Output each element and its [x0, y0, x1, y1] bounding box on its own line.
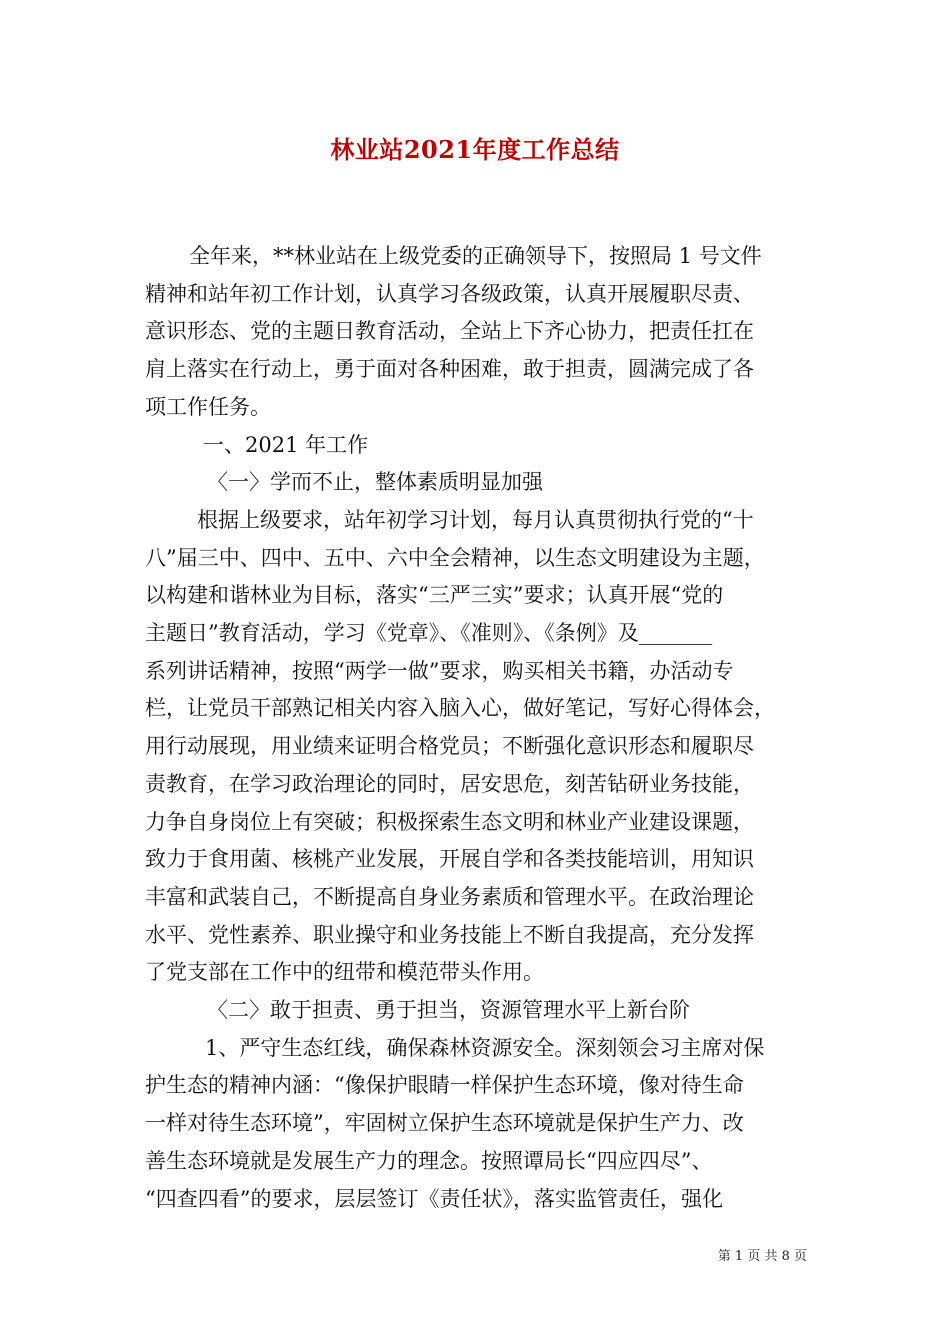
paragraph-line: 八”届三中、四中、五中、六中全会精神，以生态文明建设为主题，: [145, 545, 765, 570]
paragraph-line: 力争自身岗位上有突破；积极探索生态文明和林业产业建设课题，: [145, 809, 754, 834]
subsection-heading: 〈一〉学而不止，整体素质明显加强: [207, 470, 543, 495]
paragraph-line: 肩上落实在行动上，勇于面对各种困难，敢于担责，圆满完成了各: [145, 357, 754, 382]
paragraph-line: 意识形态、党的主题日教育活动，全站上下齐心协力，把责任扛在: [145, 319, 754, 344]
paragraph-line: 以构建和谐林业为目标，落实“三严三实”要求；认真开展“党的: [145, 583, 724, 608]
paragraph-line: 水平、党性素养、职业操守和业务技能上不断自我提高，充分发挥: [145, 922, 754, 947]
paragraph-line: 丰富和武装自己，不断提高自身业务素质和管理水平。在政治理论: [145, 884, 754, 909]
paragraph-line: 精神和站年初工作计划，认真学习各级政策，认真开展履职尽责、: [145, 281, 754, 306]
page-title: 林业站2021年度工作总结: [330, 135, 620, 164]
paragraph-line: 责教育，在学习政治理论的同时，居安思危，刻苦钻研业务技能，: [145, 771, 754, 796]
subsection-heading: 〈二〉敢于担责、勇于担当，资源管理水平上新台阶: [207, 998, 690, 1023]
paragraph-line: 一样对待生态环境”，牢固树立保护生态环境就是保护生产力、改: [145, 1111, 744, 1136]
paragraph-line: 善生态环境就是发展生产力的理念。按照谭局长“四应四尽”、: [145, 1148, 713, 1173]
section-heading: 一、2021 年工作: [203, 432, 369, 457]
paragraph-line: 根据上级要求，站年初学习计划，每月认真贯彻执行党的“十: [197, 507, 754, 532]
paragraph-line: 栏，让党员干部熟记相关内容入脑入心，做好笔记，写好心得体会，: [145, 696, 775, 721]
paragraph-line: 1、严守生态红线，确保森林资源安全。深刻领会习主席对保: [205, 1035, 765, 1060]
body-text: [145, 238, 807, 1218]
paragraph-line: 用行动展现，用业绩来证明合格党员；不断强化意识形态和履职尽: [145, 734, 754, 759]
paragraph-line: 护生态的精神内涵：“像保护眼睛一样保护生态环境，像对待生命: [145, 1073, 744, 1098]
paragraph-line: 主题日”教育活动，学习《党章》、《准则》、《条例》及_______: [145, 621, 713, 646]
paragraph-line: 全年来，**林业站在上级党委的正确领导下，按照局 1 号文件: [189, 244, 762, 268]
paragraph-line: 了党支部在工作中的纽带和模范带头作用。: [145, 960, 544, 985]
paragraph-line: 项工作任务。: [145, 394, 271, 419]
paragraph-line: 致力于食用菌、核桃产业发展，开展自学和各类技能培训，用知识: [145, 847, 754, 872]
page-number: 第 1 页 共 8 页: [717, 1249, 807, 1264]
paragraph-line: “四查四看”的要求，层层签订《责任状》，落实监管责任，强化: [145, 1186, 723, 1211]
paragraph-line: 系列讲话精神，按照“两学一做”要求，购买相关书籍，办活动专: [145, 658, 734, 683]
